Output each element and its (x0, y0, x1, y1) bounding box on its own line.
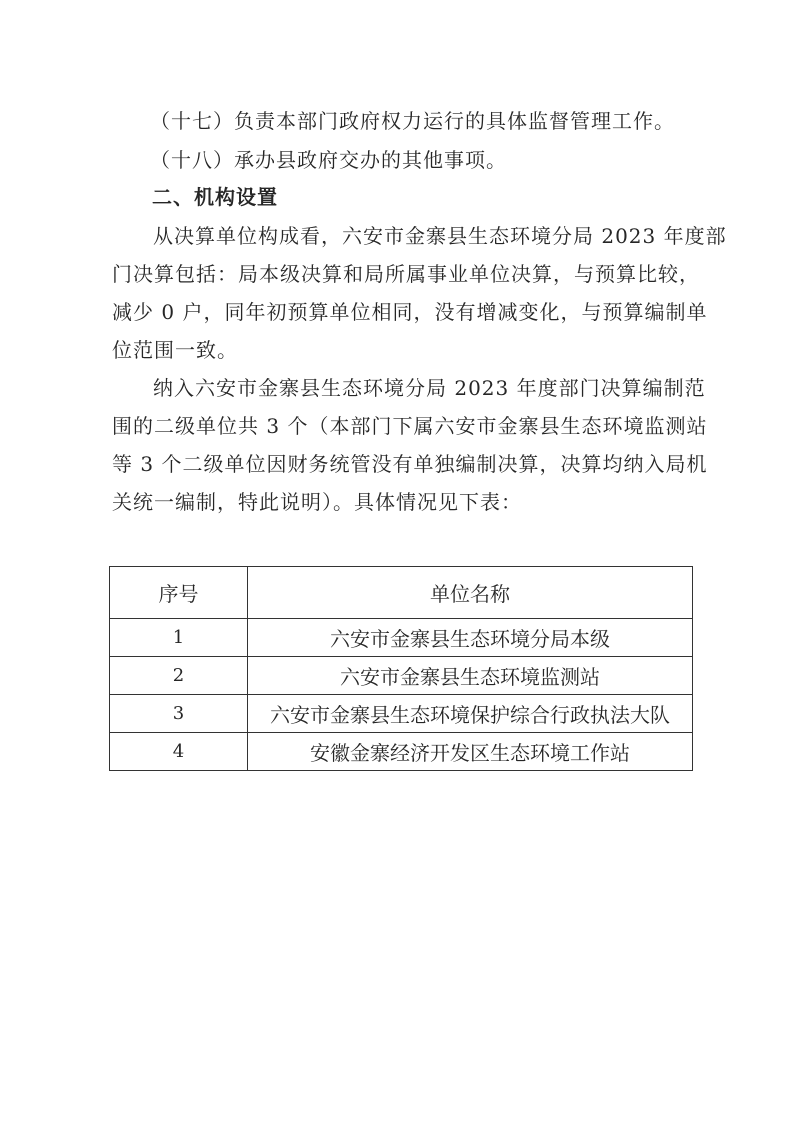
table-row (110, 733, 693, 771)
unit-name: 六安市金寨县生态环境保护综合行政执法大队 (248, 695, 693, 733)
column-header-unit-name: 单位名称 (248, 567, 693, 619)
unit-table (109, 566, 693, 771)
table-header-row (110, 567, 693, 619)
column-header-number: 序号 (110, 567, 248, 619)
row-number: 2 (110, 657, 248, 695)
section-heading: 二、机构设置 (152, 185, 278, 209)
paragraph-2-line-1: 纳入六安市金寨县生态环境分局 2023 年度部门决算编制范 (153, 376, 706, 400)
paragraph-1-line-2: 门决算包括：局本级决算和局所属事业单位决算，与预算比较， (112, 262, 700, 286)
list-item-17: （十七）负责本部门政府权力运行的具体监督管理工作。 (150, 109, 675, 133)
paragraph-1-line-3: 减少 0 户，同年初预算单位相同，没有增减变化，与预算编制单 (112, 300, 708, 324)
paragraph-1-line-1: 从决算单位构成看，六安市金寨县生态环境分局 2023 年度部 (153, 224, 727, 248)
paragraph-2-line-3: 等 3 个二级单位因财务统管没有单独编制决算，决算均纳入局机 (112, 452, 708, 476)
unit-name: 六安市金寨县生态环境监测站 (248, 657, 693, 695)
table-row (110, 695, 693, 733)
row-number: 4 (110, 733, 248, 771)
paragraph-2-line-2: 围的二级单位共 3 个（本部门下属六安市金寨县生态环境监测站 (112, 414, 708, 438)
table-row (110, 619, 693, 657)
row-number: 3 (110, 695, 248, 733)
unit-name: 安徽金寨经济开发区生态环境工作站 (248, 733, 693, 771)
table-row (110, 657, 693, 695)
list-item-18: （十八）承办县政府交办的其他事项。 (150, 148, 507, 172)
paragraph-2-line-4: 关统一编制，特此说明）。具体情况见下表： (112, 490, 522, 514)
row-number: 1 (110, 619, 248, 657)
paragraph-1-line-4: 位范围一致。 (112, 338, 238, 362)
unit-name: 六安市金寨县生态环境分局本级 (248, 619, 693, 657)
